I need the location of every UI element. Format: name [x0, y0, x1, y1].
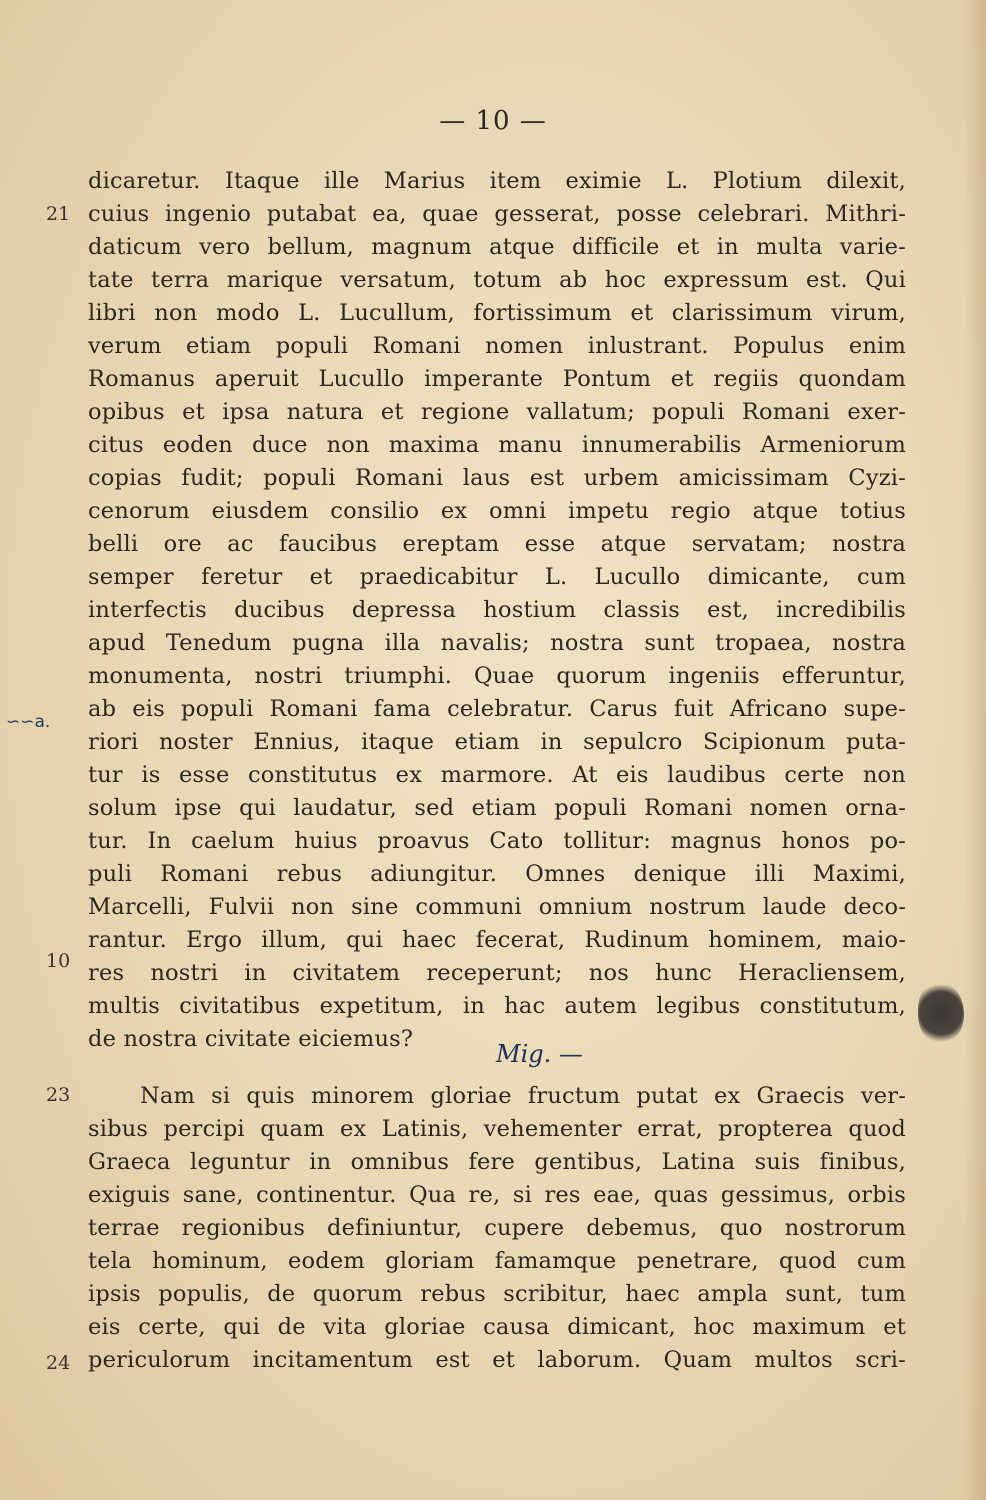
text-line: tur. In caelum huius proavus Cato tollitur: magnus honos po- — [88, 828, 906, 854]
text-line: citus eoden duce non maxima manu innumerabilis Armeniorum — [88, 432, 906, 458]
text-line: interfectis ducibus depressa hostium classis est, incredibilis — [88, 597, 906, 623]
text-line: belli ore ac faucibus ereptam esse atque servatam; nostra — [88, 531, 906, 557]
margin-section-number: 21 — [46, 203, 71, 225]
text-line: multis civitatibus expetitum, in hac autem legibus constitutum, — [88, 993, 906, 1019]
text-line: Marcelli, Fulvii non sine communi omnium nostrum laude deco- — [88, 894, 906, 920]
text-line: eis certe, qui de vita gloriae causa dimicant, hoc maximum et — [88, 1314, 906, 1340]
text-line: copias fudit; populi Romani laus est urbem amicissimam Cyzi- — [88, 465, 906, 491]
text-line: sibus percipi quam ex Latinis, vehementer errat, propterea quod — [88, 1116, 906, 1142]
paragraph-2 — [88, 1080, 906, 1377]
text-line: libri non modo L. Lucullum, fortissimum et clarissimum virum, — [88, 300, 906, 326]
text-line: verum etiam populi Romani nomen inlustrant. Populus enim — [88, 333, 906, 359]
text-line: riori noster Ennius, itaque etiam in sepulcro Scipionum puta- — [88, 729, 906, 755]
text-line: semper feretur et praedicabitur L. Lucullo dimicante, cum — [88, 564, 906, 590]
text-line: tur is esse constitutus ex marmore. At eis laudibus certe non — [88, 762, 906, 788]
text-line: tate terra marique versatum, totum ab hoc expressum est. Qui — [88, 267, 906, 293]
ink-blot — [918, 982, 964, 1044]
page-number: — 10 — — [439, 106, 547, 136]
margin-section-number: 23 — [46, 1084, 71, 1106]
text-line: dicaretur. Itaque ille Marius item eximie L. Plotium dilexit, — [88, 168, 906, 194]
margin-section-number: 24 — [46, 1352, 71, 1374]
text-line: Graeca leguntur in omnibus fere gentibus, Latina suis finibus, — [88, 1149, 906, 1175]
handwritten-note: Mig. — — [496, 1040, 583, 1068]
text-line: cuius ingenio putabat ea, quae gesserat, posse celebrari. Mithri- — [88, 201, 906, 227]
text-line: res nostri in civitatem receperunt; nos hunc Heracliensem, — [88, 960, 906, 986]
text-line: apud Tenedum pugna illa navalis; nostra sunt tropaea, nostra — [88, 630, 906, 656]
text-line: opibus et ipsa natura et regione vallatum; populi Romani exer- — [88, 399, 906, 425]
text-line: cenorum eiusdem consilio ex omni impetu regio atque totius — [88, 498, 906, 524]
text-line: puli Romani rebus adiungitur. Omnes denique illi Maximi, — [88, 861, 906, 887]
text-line: Nam si quis minorem gloriae fructum putat ex Graecis ver- — [140, 1083, 906, 1109]
page-edge-shadow — [964, 0, 986, 1500]
text-line: rantur. Ergo illum, qui haec fecerat, Rudinum hominem, maio- — [88, 927, 906, 953]
text-line: monumenta, nostri triumphi. Quae quorum ingeniis efferuntur, — [88, 663, 906, 689]
text-line: exiguis sane, continentur. Qua re, si res eae, quas gessimus, orbis — [88, 1182, 906, 1208]
handwritten-margin-mark: ∽∽a. — [6, 712, 51, 732]
text-line: tela hominum, eodem gloriam famamque penetrare, quod cum — [88, 1248, 906, 1274]
text-line: daticum vero bellum, magnum atque difficile et in multa varie- — [88, 234, 906, 260]
text-line: de nostra civitate eiciemus? — [88, 1026, 414, 1052]
text-line: ipsis populis, de quorum rebus scribitur, haec ampla sunt, tum — [88, 1281, 906, 1307]
text-line: periculorum incitamentum est et laborum. Quam multos scri- — [88, 1347, 906, 1373]
text-line: terrae regionibus definiuntur, cupere debemus, quo nostrorum — [88, 1215, 906, 1241]
text-line: ab eis populi Romani fama celebratur. Carus fuit Africano supe- — [88, 696, 906, 722]
paragraph-1 — [88, 165, 906, 1056]
text-line: solum ipse qui laudatur, sed etiam populi Romani nomen orna- — [88, 795, 906, 821]
text-line: Romanus aperuit Lucullo imperante Pontum et regiis quondam — [88, 366, 906, 392]
margin-line-number: 10 — [46, 950, 71, 972]
